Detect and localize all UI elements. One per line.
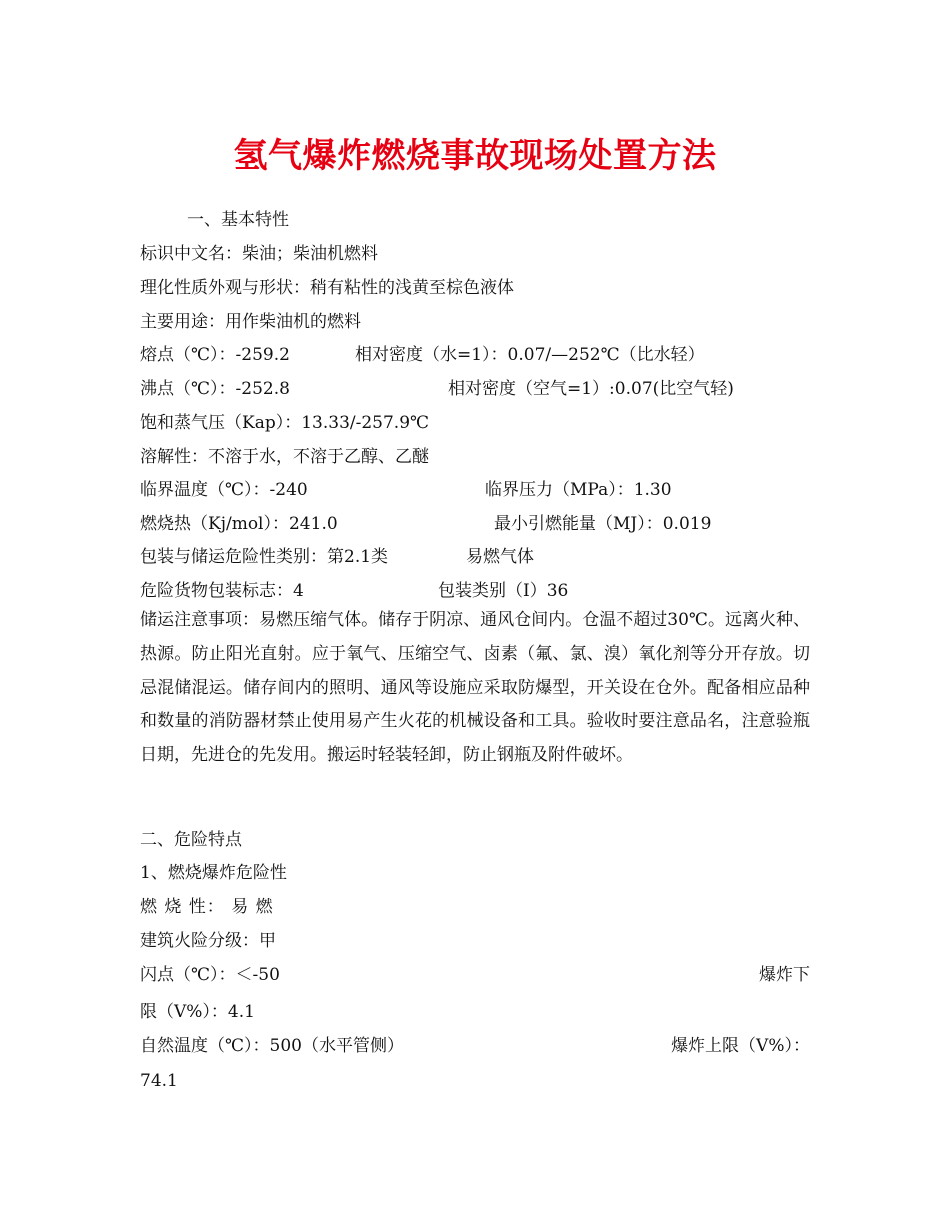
relative-density-air: 相对密度（空气=1）:0.07(比空气轻) [448, 379, 734, 399]
min-ignition-energy: 最小引燃能量（MJ）：0.019 [494, 514, 712, 534]
package-class: 包装类别（Ⅰ）36 [438, 581, 569, 601]
id-name-line: 标识中文名：柴油；柴油机燃料 [140, 244, 378, 264]
hazard-category: 包装与储运危险性类别：第2.1类 [140, 547, 389, 567]
usage-line: 主要用途：用作柴油机的燃料 [140, 312, 361, 332]
document-title: 氢气爆炸燃烧事故现场处置方法 [233, 136, 717, 176]
flash-point: 闪点（℃）：＜-50 [140, 965, 280, 985]
flammability-line: 燃 烧 性： 易 燃 [140, 897, 274, 917]
hazard-category-row [140, 546, 810, 568]
section2-heading: 二、危险特点 [140, 830, 242, 850]
critical-row [140, 479, 810, 501]
fire-class-line: 建筑火险分级：甲 [140, 931, 276, 951]
package-mark: 危险货物包装标志：4 [140, 581, 304, 601]
combustion-row [140, 513, 810, 535]
combustion-heat: 燃烧热（Kj/mol）：241.0 [140, 514, 338, 534]
upper-limit-value: 74.1 [140, 1071, 178, 1091]
relative-density-water: 相对密度（水=1）：0.07/—252℃（比水轻） [355, 345, 705, 365]
boiling-point: 沸点（℃）：-252.8 [140, 379, 290, 399]
solubility-line: 溶解性：不溶于水，不溶于乙醇、乙醚 [140, 447, 429, 467]
storage-notes-paragraph: 储运注意事项：易燃压缩气体。储存于阴凉、通风仓间内。仓温不超过30℃。远离火种、热源。防止阳光直射。应于氧气、压缩空气、卤素（氟、氯、溴）氧化剂等分开存放。切忌混储混运。储存间内的照明、通风等设施应采取防爆型，开关设在仓外。配备相应品种和数量的消防器材禁止使用易产生火花的机械设备和工具。验收时要注意品名，注意验瓶日期，先进仓的先发用。搬运时轻装轻卸，防止钢瓶及附件破坏。 [140, 610, 810, 766]
autoignition-temp: 自然温度（℃）：500（水平管侧） [140, 1036, 404, 1056]
section1-heading: 一、基本特性 [187, 210, 289, 230]
melting-density-row [140, 344, 810, 366]
package-row [140, 580, 810, 602]
subsection1-heading: 1、燃烧爆炸危险性 [140, 863, 287, 883]
upper-limit-label: 爆炸上限（V%）： [671, 1036, 810, 1056]
critical-pressure: 临界压力（MPa）：1.30 [485, 480, 672, 500]
critical-temp: 临界温度（℃）：-240 [140, 480, 308, 500]
vapor-pressure-line: 饱和蒸气压（Kap）：13.33/-257.9℃ [140, 413, 430, 433]
lower-limit-label: 爆炸下 [759, 965, 810, 985]
melting-point: 熔点（℃）：-259.2 [140, 345, 290, 365]
lower-limit-value: 限（V%）：4.1 [140, 1002, 255, 1022]
boiling-density-row [140, 378, 810, 400]
hazard-category-value: 易燃气体 [466, 547, 534, 567]
appearance-line: 理化性质外观与形状：稍有粘性的浅黄至棕色液体 [140, 278, 514, 298]
